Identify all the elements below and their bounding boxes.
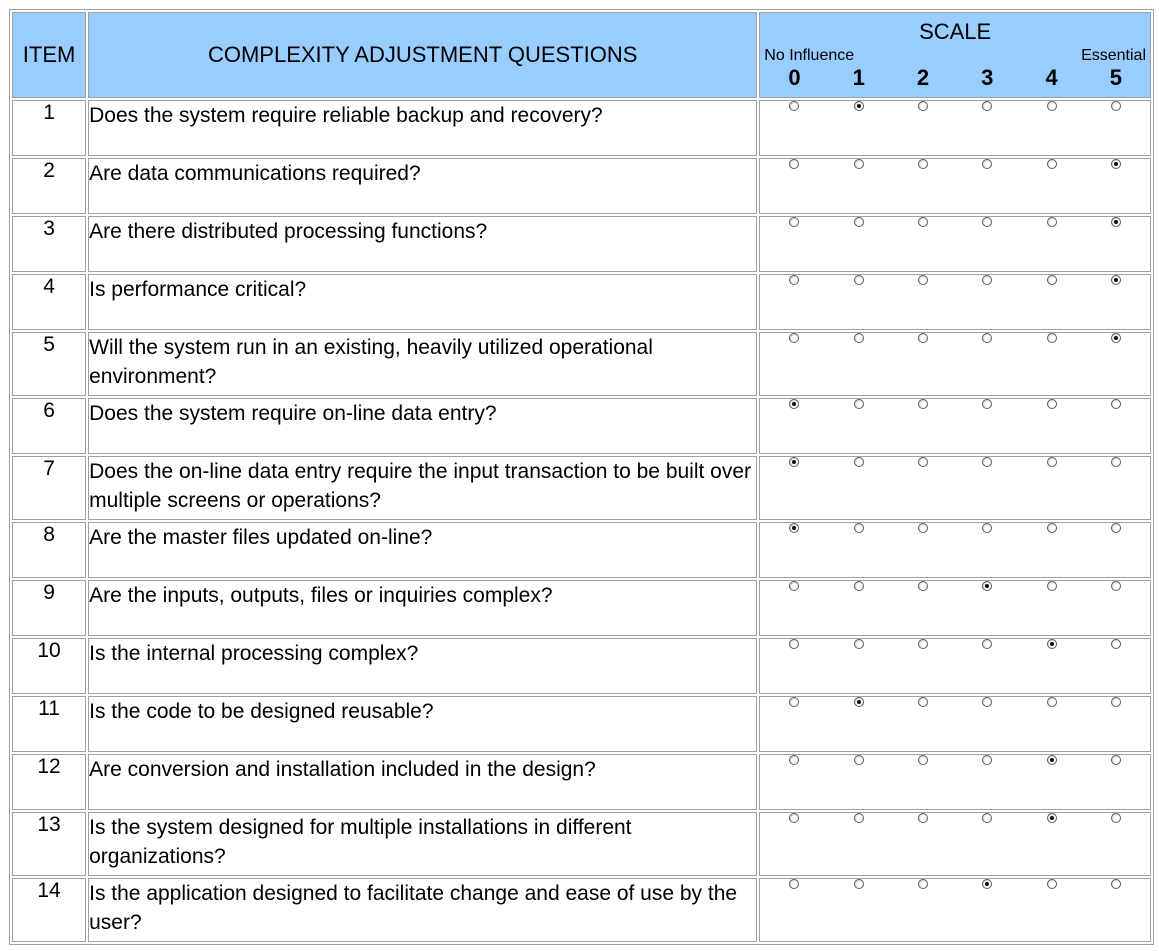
complexity-adjustment-table xyxy=(9,9,1154,945)
table-row xyxy=(12,158,1151,214)
table-row xyxy=(12,274,1151,330)
scale-radio-1[interactable] xyxy=(854,457,864,467)
item-number: 10 xyxy=(12,638,86,694)
scale-radio-group xyxy=(759,274,1151,330)
scale-radio-5[interactable] xyxy=(1111,101,1121,111)
scale-radio-group xyxy=(759,580,1151,636)
scale-title: SCALE xyxy=(919,19,992,44)
question-text: Is the internal processing complex? xyxy=(88,638,757,694)
table-row xyxy=(12,812,1151,876)
scale-radio-5[interactable] xyxy=(1111,457,1121,467)
scale-radio-2[interactable] xyxy=(918,333,928,343)
scale-radio-0[interactable] xyxy=(789,399,799,409)
question-text: Does the system require reliable backup and recovery? xyxy=(88,100,757,156)
scale-radio-0[interactable] xyxy=(789,333,799,343)
scale-radio-5[interactable] xyxy=(1111,333,1121,343)
scale-radio-1[interactable] xyxy=(854,581,864,591)
scale-radio-2[interactable] xyxy=(918,399,928,409)
table-row xyxy=(12,878,1151,942)
scale-radio-group xyxy=(759,878,1151,942)
scale-radio-3[interactable] xyxy=(982,755,992,765)
scale-radio-4[interactable] xyxy=(1047,399,1057,409)
scale-radio-5[interactable] xyxy=(1111,813,1121,823)
question-text: Are conversion and installation included in the design? xyxy=(88,754,757,810)
scale-radio-5[interactable] xyxy=(1111,755,1121,765)
scale-radio-4[interactable] xyxy=(1047,879,1057,889)
scale-radio-group xyxy=(759,216,1151,272)
scale-radio-0[interactable] xyxy=(789,581,799,591)
scale-radio-4[interactable] xyxy=(1047,159,1057,169)
header-row xyxy=(12,12,1151,98)
scale-radio-4[interactable] xyxy=(1047,581,1057,591)
scale-radio-2[interactable] xyxy=(918,755,928,765)
scale-radio-4[interactable] xyxy=(1047,639,1057,649)
scale-radio-2[interactable] xyxy=(918,159,928,169)
scale-radio-group xyxy=(759,522,1151,578)
scale-radio-3[interactable] xyxy=(982,879,992,889)
scale-value-4: 4 xyxy=(1045,65,1058,90)
scale-radio-5[interactable] xyxy=(1111,275,1121,285)
question-text: Is performance critical? xyxy=(88,274,757,330)
scale-radio-5[interactable] xyxy=(1111,523,1121,533)
scale-radio-3[interactable] xyxy=(982,813,992,823)
item-number: 11 xyxy=(12,696,86,752)
item-column-header: ITEM xyxy=(12,12,86,98)
scale-radio-group xyxy=(759,638,1151,694)
scale-radio-4[interactable] xyxy=(1047,813,1057,823)
scale-value-3: 3 xyxy=(981,65,994,90)
item-number: 6 xyxy=(12,398,86,454)
scale-radio-group xyxy=(759,696,1151,752)
scale-radio-2[interactable] xyxy=(918,639,928,649)
question-text: Is the system designed for multiple installations in different organizations? xyxy=(88,812,757,876)
item-number: 4 xyxy=(12,274,86,330)
scale-column-header xyxy=(759,12,1151,98)
scale-radio-4[interactable] xyxy=(1047,457,1057,467)
scale-radio-2[interactable] xyxy=(918,697,928,707)
scale-radio-5[interactable] xyxy=(1111,639,1121,649)
scale-radio-5[interactable] xyxy=(1111,159,1121,169)
scale-radio-group xyxy=(759,100,1151,156)
scale-radio-5[interactable] xyxy=(1111,879,1121,889)
table-row xyxy=(12,398,1151,454)
item-number: 1 xyxy=(12,100,86,156)
scale-radio-2[interactable] xyxy=(918,879,928,889)
scale-radio-3[interactable] xyxy=(982,217,992,227)
scale-radio-2[interactable] xyxy=(918,101,928,111)
scale-radio-0[interactable] xyxy=(789,101,799,111)
scale-radio-3[interactable] xyxy=(982,333,992,343)
scale-radio-3[interactable] xyxy=(982,523,992,533)
scale-radio-1[interactable] xyxy=(854,159,864,169)
table-row xyxy=(12,100,1151,156)
scale-value-5: 5 xyxy=(1109,65,1122,90)
item-number: 7 xyxy=(12,456,86,520)
table-row xyxy=(12,580,1151,636)
item-number: 13 xyxy=(12,812,86,876)
item-number: 9 xyxy=(12,580,86,636)
scale-radio-2[interactable] xyxy=(918,457,928,467)
scale-radio-group xyxy=(759,456,1151,520)
scale-radio-4[interactable] xyxy=(1047,523,1057,533)
scale-radio-3[interactable] xyxy=(982,697,992,707)
question-text: Are the master files updated on-line? xyxy=(88,522,757,578)
item-number: 5 xyxy=(12,332,86,396)
scale-radio-0[interactable] xyxy=(789,457,799,467)
table-row xyxy=(12,216,1151,272)
scale-radio-5[interactable] xyxy=(1111,581,1121,591)
question-text: Does the on-line data entry require the input transaction to be built over multiple screens or operations? xyxy=(88,456,757,520)
scale-radio-group xyxy=(759,158,1151,214)
scale-radio-2[interactable] xyxy=(918,813,928,823)
scale-radio-1[interactable] xyxy=(854,755,864,765)
table-row xyxy=(12,522,1151,578)
scale-radio-2[interactable] xyxy=(918,275,928,285)
scale-radio-2[interactable] xyxy=(918,581,928,591)
scale-radio-0[interactable] xyxy=(789,755,799,765)
scale-radio-0[interactable] xyxy=(789,639,799,649)
scale-radio-0[interactable] xyxy=(789,523,799,533)
scale-radio-4[interactable] xyxy=(1047,217,1057,227)
questions-column-header: COMPLEXITY ADJUSTMENT QUESTIONS xyxy=(88,12,757,98)
scale-radio-2[interactable] xyxy=(918,217,928,227)
item-number: 3 xyxy=(12,216,86,272)
scale-radio-1[interactable] xyxy=(854,333,864,343)
scale-radio-0[interactable] xyxy=(789,697,799,707)
scale-radio-3[interactable] xyxy=(982,159,992,169)
scale-value-1: 1 xyxy=(852,65,865,90)
scale-radio-3[interactable] xyxy=(982,399,992,409)
item-number: 2 xyxy=(12,158,86,214)
item-number: 12 xyxy=(12,754,86,810)
scale-radio-1[interactable] xyxy=(854,399,864,409)
scale-radio-group xyxy=(759,332,1151,396)
scale-radio-3[interactable] xyxy=(982,457,992,467)
question-text: Does the system require on-line data entry? xyxy=(88,398,757,454)
scale-value-2: 2 xyxy=(916,65,930,90)
scale-radio-1[interactable] xyxy=(854,813,864,823)
scale-radio-4[interactable] xyxy=(1047,333,1057,343)
scale-radio-0[interactable] xyxy=(789,217,799,227)
scale-radio-1[interactable] xyxy=(854,879,864,889)
table-row xyxy=(12,456,1151,520)
scale-radio-5[interactable] xyxy=(1111,399,1121,409)
scale-radio-4[interactable] xyxy=(1047,697,1057,707)
scale-radio-3[interactable] xyxy=(982,581,992,591)
scale-radio-3[interactable] xyxy=(982,101,992,111)
scale-radio-4[interactable] xyxy=(1047,755,1057,765)
question-text: Are there distributed processing functions? xyxy=(88,216,757,272)
scale-radio-1[interactable] xyxy=(854,217,864,227)
question-text: Will the system run in an existing, heavily utilized operational environment? xyxy=(88,332,757,396)
table-row xyxy=(12,696,1151,752)
scale-radio-4[interactable] xyxy=(1047,101,1057,111)
table-row xyxy=(12,638,1151,694)
scale-radio-3[interactable] xyxy=(982,639,992,649)
scale-radio-1[interactable] xyxy=(854,523,864,533)
scale-radio-group xyxy=(759,812,1151,876)
table-row xyxy=(12,754,1151,810)
item-number: 8 xyxy=(12,522,86,578)
scale-radio-0[interactable] xyxy=(789,275,799,285)
scale-radio-3[interactable] xyxy=(982,275,992,285)
scale-radio-5[interactable] xyxy=(1111,697,1121,707)
table-row xyxy=(12,332,1151,396)
scale-value-0: 0 xyxy=(788,65,801,90)
scale-radio-1[interactable] xyxy=(854,639,864,649)
question-text: Is the application designed to facilitate change and ease of use by the user? xyxy=(88,878,757,942)
scale-radio-0[interactable] xyxy=(789,813,799,823)
scale-radio-4[interactable] xyxy=(1047,275,1057,285)
item-number: 14 xyxy=(12,878,86,942)
scale-radio-5[interactable] xyxy=(1111,217,1121,227)
scale-radio-0[interactable] xyxy=(789,879,799,889)
scale-radio-group xyxy=(759,754,1151,810)
scale-low-label: No Influence xyxy=(764,47,855,64)
scale-radio-2[interactable] xyxy=(918,523,928,533)
question-text: Are data communications required? xyxy=(88,158,757,214)
scale-radio-1[interactable] xyxy=(854,275,864,285)
question-text: Is the code to be designed reusable? xyxy=(88,696,757,752)
scale-radio-group xyxy=(759,398,1151,454)
scale-values xyxy=(760,65,1150,91)
scale-high-label: Essential xyxy=(1081,47,1146,64)
question-text: Are the inputs, outputs, files or inquiries complex? xyxy=(88,580,757,636)
scale-radio-0[interactable] xyxy=(789,159,799,169)
scale-radio-1[interactable] xyxy=(854,101,864,111)
scale-radio-1[interactable] xyxy=(854,697,864,707)
